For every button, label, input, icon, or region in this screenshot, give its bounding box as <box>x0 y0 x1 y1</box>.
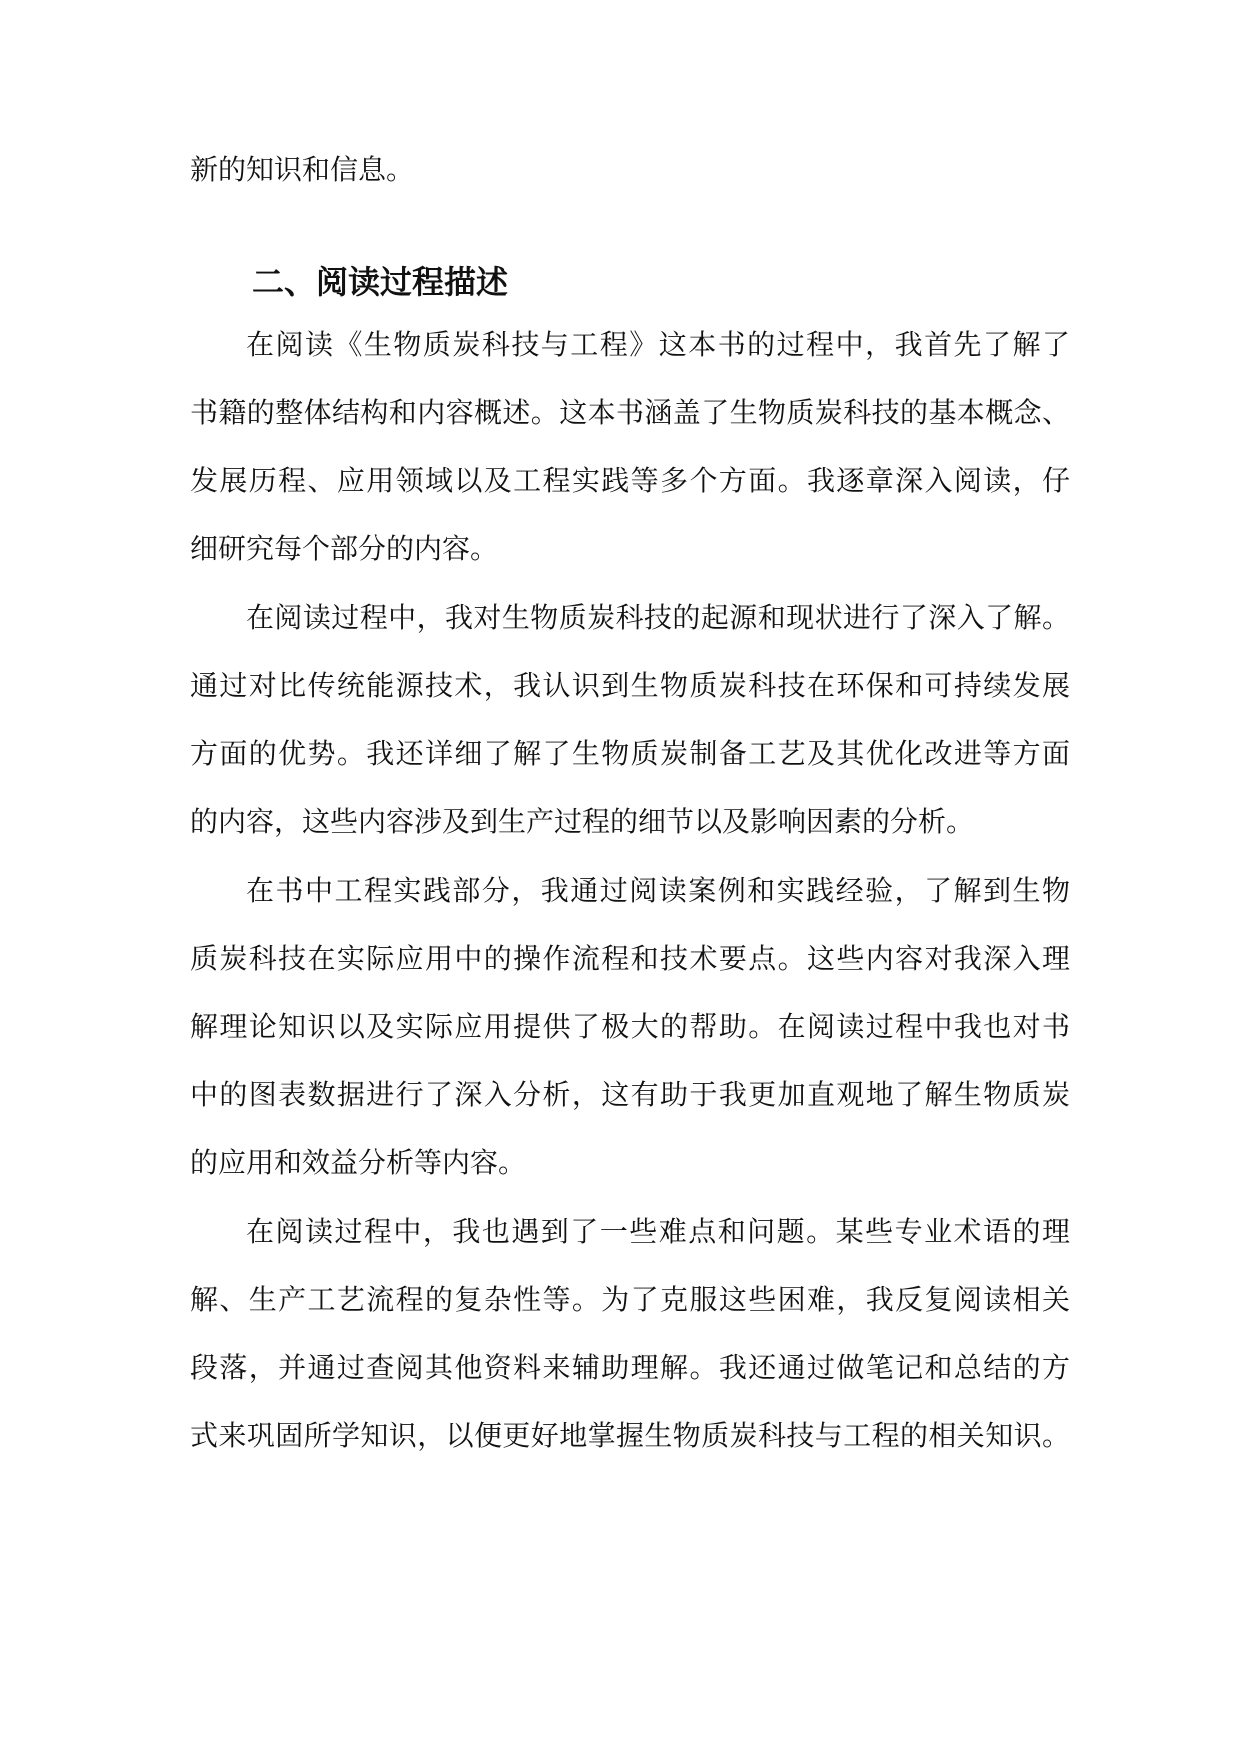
paragraph-line: 解理论知识以及实际应用提供了极大的帮助。在阅读过程中我也对书 <box>190 1010 1070 1043</box>
paragraph-line: 细研究每个部分的内容。 <box>190 532 499 565</box>
paragraph-line: 通过对比传统能源技术，我认识到生物质炭科技在环保和可持续发展 <box>190 669 1070 702</box>
paragraph-line: 式来巩固所学知识，以便更好地掌握生物质炭科技与工程的相关知识。 <box>190 1419 1070 1452</box>
paragraph-line: 的内容，这些内容涉及到生产过程的细节以及影响因素的分析。 <box>190 805 975 838</box>
paragraph-line: 在阅读过程中，我也遇到了一些难点和问题。某些专业术语的理 <box>246 1215 1070 1248</box>
paragraph-line: 在阅读过程中，我对生物质炭科技的起源和现状进行了深入了解。 <box>246 601 1070 634</box>
paragraph-line: 段落，并通过查阅其他资料来辅助理解。我还通过做笔记和总结的方 <box>190 1351 1070 1384</box>
section-heading: 二、阅读过程描述 <box>252 263 509 301</box>
paragraph-line: 中的图表数据进行了深入分析，这有助于我更加直观地了解生物质炭 <box>190 1078 1070 1111</box>
paragraph-line: 在阅读《生物质炭科技与工程》这本书的过程中，我首先了解了 <box>246 328 1070 361</box>
paragraph-line: 质炭科技在实际应用中的操作流程和技术要点。这些内容对我深入理 <box>190 942 1070 975</box>
paragraph-line: 解、生产工艺流程的复杂性等。为了克服这些困难，我反复阅读相关 <box>190 1283 1070 1316</box>
paragraph-line: 在书中工程实践部分，我通过阅读案例和实践经验，了解到生物 <box>246 874 1070 907</box>
paragraph-line: 书籍的整体结构和内容概述。这本书涵盖了生物质炭科技的基本概念、 <box>190 396 1070 429</box>
paragraph-line: 的应用和效益分析等内容。 <box>190 1146 527 1179</box>
paragraph-line: 发展历程、应用领域以及工程实践等多个方面。我逐章深入阅读，仔 <box>190 464 1070 497</box>
paragraph-line: 方面的优势。我还详细了解了生物质炭制备工艺及其优化改进等方面 <box>190 737 1070 770</box>
continuation-line: 新的知识和信息。 <box>190 153 415 186</box>
